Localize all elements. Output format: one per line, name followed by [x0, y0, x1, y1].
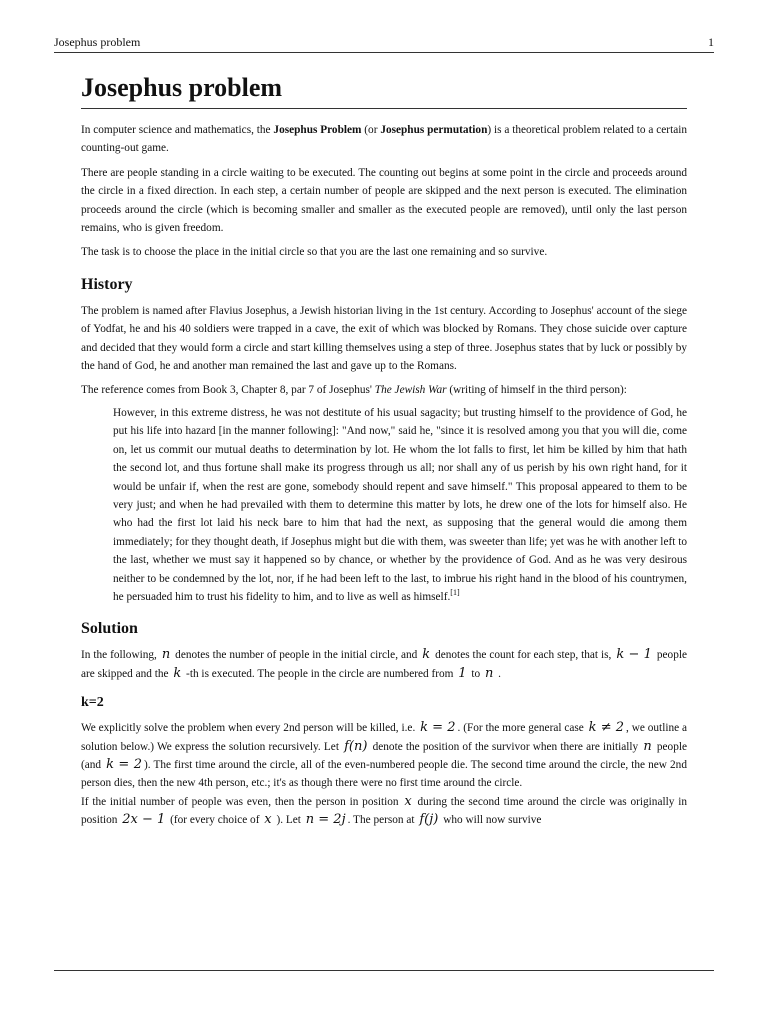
text-run: The reference comes from Book 3, Chapter 8, par 7 of Josephus': [81, 384, 375, 397]
running-header: [54, 32, 714, 53]
page-number: 1: [708, 35, 714, 49]
term-josephus-problem: Josephus Problem: [273, 124, 362, 136]
text-run: In the following,: [81, 649, 160, 662]
article-body: [81, 70, 687, 830]
text-run: (for every choice of: [167, 814, 263, 827]
text-run: ). Let: [273, 814, 304, 827]
math-one: 1: [458, 665, 467, 681]
book-title: The Jewish War: [374, 384, 447, 397]
footer-divider: [54, 970, 714, 971]
math-k: k: [173, 665, 182, 681]
subsection-heading-k2: k=2: [81, 695, 104, 711]
math-2x-minus-1: 2x − 1: [122, 812, 166, 828]
math-k: k: [422, 647, 431, 663]
history-paragraph-1: The problem is named after Flavius Josephus, a Jewish historian living in the 1st century. According to Josephus' account of the siege of Yodfat, he and his 40 soldiers were trapped in a cave, the exit of which was blocked by Romans. They chose suicide over capture and decided that they would form a circle and start killing themselves using a step of three. Josephus states that by luck or possibly by the hand of God, he and another man remained the last and gave up to the Romans.: [81, 304, 687, 373]
text-run: ). The first time around the circle, all of the even-numbered people die. The second time around the circle, the new 2nd person dies, then the new 4th person, etc.; it's as though there were no first time around the circle.: [81, 758, 687, 790]
text-run: denotes the number of people in the initial circle, and: [172, 649, 421, 662]
math-k-not-equal-2: k ≠ 2: [588, 720, 625, 736]
math-n: n: [161, 647, 171, 663]
text-run: to: [468, 667, 483, 680]
text-run: denote the position of the survivor when there are initially: [369, 740, 642, 753]
math-x: x: [264, 812, 272, 828]
text-run: during the second time around the circle was originally in position: [81, 795, 687, 827]
k2-paragraph-1: [81, 719, 687, 793]
math-n-equals-2j: n = 2j: [305, 812, 346, 828]
text-run: denotes the count for each step, that is,: [432, 649, 615, 662]
k2-paragraph-2: [81, 793, 687, 830]
text-run: ) is a theoretical problem related to a certain counting-out game.: [81, 124, 688, 155]
quote-text: However, in this extreme distress, he was not destitute of his usual sagacity; but trusting himself to the providence of God, he put his life into hazard [in the manner following]: "And now," said he, "since it is resolved among you that you will die, come on, let us commit our mutual deaths to determination by lot. He whom the lot falls to first, let him be killed by him that hath the second lot, and thus fortune shall make its progress through us all; nor shall any of us perish by his own right hand, for it would be unfair if, when the rest are gone, somebody should repent and save himself." This proposal appeared to them to be very just; and when he had prevailed with them to determine this matter by lots, he drew one of the lots for himself also. He who had the first lot laid his neck bare to him that had the next, as supposing that the general would die among them immediately; for they thought death, if Josephus might but die with them, was sweeter than life; yet was he with another left to the last, whether we must say it happened so by chance, or whether by the providence of God. And as he was very desirous neither to be condemned by the lot, nor, if he had been left to the last, to imbrue his right hand in the blood of his countrymen, he persuaded him to trust his fidelity to him, and to live as well as himself.: [113, 406, 687, 603]
text-run: . The person at: [347, 814, 418, 827]
text-run: (writing of himself in the third person):: [446, 384, 627, 397]
intro-paragraph-3: The task is to choose the place in the initial circle so that you are the last one remaining and so survive.: [81, 246, 548, 259]
text-run: people are skipped and the: [81, 649, 687, 680]
text-run: people (and: [81, 740, 688, 771]
history-paragraph-2: [81, 381, 687, 399]
intro-paragraph-2: There are people standing in a circle waiting to be executed. The counting out begins at some point in the circle and proceeds around the circle in a fixed direction. In each step, a certain number of people are skipped and the next person is executed. The elimination proceeds around the circle (which is becoming smaller and smaller as the executed people are removed), until only the last person remains, who is given freedom.: [81, 166, 687, 235]
text-run: In computer science and mathematics, the: [81, 124, 274, 136]
josephus-quotation: [113, 404, 687, 606]
text-run: . (For the more general case: [457, 722, 587, 735]
text-run: , we outline a solution below.) We express the solution recursively. Let: [81, 722, 688, 753]
text-run: We explicitly solve the problem when every 2nd person will be killed, i.e.: [81, 722, 419, 735]
math-k-minus-1: k − 1: [616, 647, 652, 663]
math-f-of-n: f(n): [344, 738, 368, 754]
page-title: Josephus problem: [81, 70, 687, 109]
running-header-title: Josephus problem: [54, 35, 141, 49]
math-f-of-j: f(j): [419, 812, 439, 828]
math-x: x: [404, 793, 412, 809]
section-heading-history: History: [81, 275, 133, 293]
term-josephus-permutation: Josephus permutation: [380, 124, 488, 136]
math-k-equals-2: k = 2: [106, 756, 142, 772]
section-heading-solution: Solution: [81, 620, 138, 638]
citation-link[interactable]: [1]: [450, 588, 460, 598]
solution-paragraph: [81, 646, 687, 683]
math-k-equals-2: k = 2: [420, 720, 456, 736]
intro-paragraph-1: [81, 121, 687, 158]
math-n: n: [484, 665, 494, 681]
text-run: (or: [361, 124, 381, 136]
text-run: who will now survive: [440, 814, 542, 827]
text-run: -th is executed. The people in the circle are numbered from: [183, 667, 457, 680]
math-n: n: [643, 738, 652, 754]
text-run: If the initial number of people was even, then the person in position: [81, 795, 403, 808]
text-run: .: [495, 667, 501, 680]
